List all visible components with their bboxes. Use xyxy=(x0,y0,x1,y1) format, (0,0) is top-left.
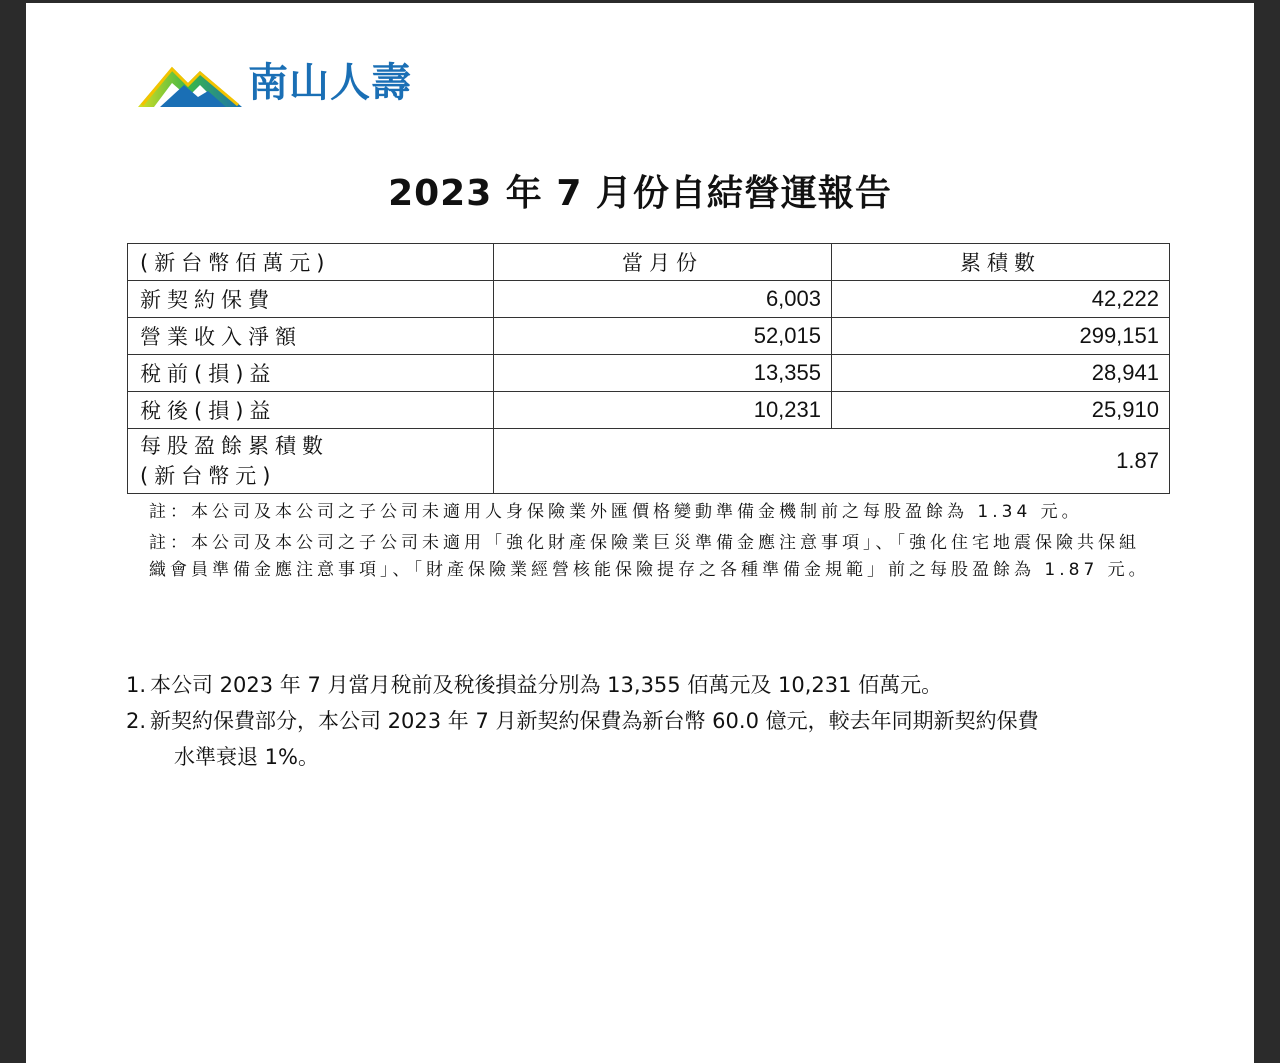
footnote: 註：本公司及本公司之子公司未適用人身保險業外匯價格變動準備金機制前之每股盈餘為 1.34 元。 xyxy=(149,502,1083,522)
column-header-month: 當月份 xyxy=(494,244,832,281)
item-number: 2. xyxy=(126,709,147,733)
month-value: 13,355 xyxy=(494,355,832,392)
month-value: 10,231 xyxy=(494,392,832,429)
row-label: 稅前(損)益 xyxy=(128,355,494,392)
table-row xyxy=(128,318,1170,355)
list-item xyxy=(126,667,1186,703)
eps-label xyxy=(128,429,494,494)
footnote: 註：本公司及本公司之子公司未適用「強化財產保險業巨災準備金應注意事項」、「強化住宅地震保險共保組織會員準備金應注意事項」、「財產保險業經營核能保險提存之各種準備金規範」前之每股盈餘為 1.87 元。 xyxy=(149,533,1150,580)
cumulative-value: 299,151 xyxy=(832,318,1170,355)
cumulative-value: 25,910 xyxy=(832,392,1170,429)
company-name: 南山人壽 xyxy=(248,60,412,106)
table-row xyxy=(128,281,1170,318)
table-row xyxy=(128,392,1170,429)
report-title: 2023 年 7 月份自結營運報告 xyxy=(388,173,892,214)
mountain-logo-icon xyxy=(138,57,242,109)
eps-label-line2: (新台幣元) xyxy=(140,464,277,488)
eps-row xyxy=(128,429,1170,494)
company-logo xyxy=(138,55,412,111)
list-item xyxy=(126,703,1186,739)
eps-label-line1: 每股盈餘累積數 xyxy=(140,434,329,458)
month-value: 52,015 xyxy=(494,318,832,355)
eps-value: 1.87 xyxy=(494,429,1170,494)
row-label: 營業收入淨額 xyxy=(128,318,494,355)
row-label: 新契約保費 xyxy=(128,281,494,318)
summary-points xyxy=(126,667,1186,775)
table-header-row xyxy=(128,244,1170,281)
table-row xyxy=(128,355,1170,392)
row-label: 稅後(損)益 xyxy=(128,392,494,429)
column-header-cumulative: 累積數 xyxy=(832,244,1170,281)
item-number: 1. xyxy=(126,673,147,697)
footnotes xyxy=(149,499,1159,588)
unit-header: (新台幣佰萬元) xyxy=(128,244,494,281)
item-text: 新契約保費部分，本公司 2023 年 7 月新契約保費為新台幣 60.0 億元，較去年同期新契約保費 xyxy=(150,709,1039,733)
item-text-continuation: 水準衰退 1%。 xyxy=(174,745,319,769)
cumulative-value: 28,941 xyxy=(832,355,1170,392)
item-text: 本公司 2023 年 7 月當月稅前及稅後損益分別為 13,355 佰萬元及 10,231 佰萬元。 xyxy=(150,673,943,697)
document-page xyxy=(26,3,1254,1063)
cumulative-value: 42,222 xyxy=(832,281,1170,318)
financial-table xyxy=(127,243,1170,494)
month-value: 6,003 xyxy=(494,281,832,318)
